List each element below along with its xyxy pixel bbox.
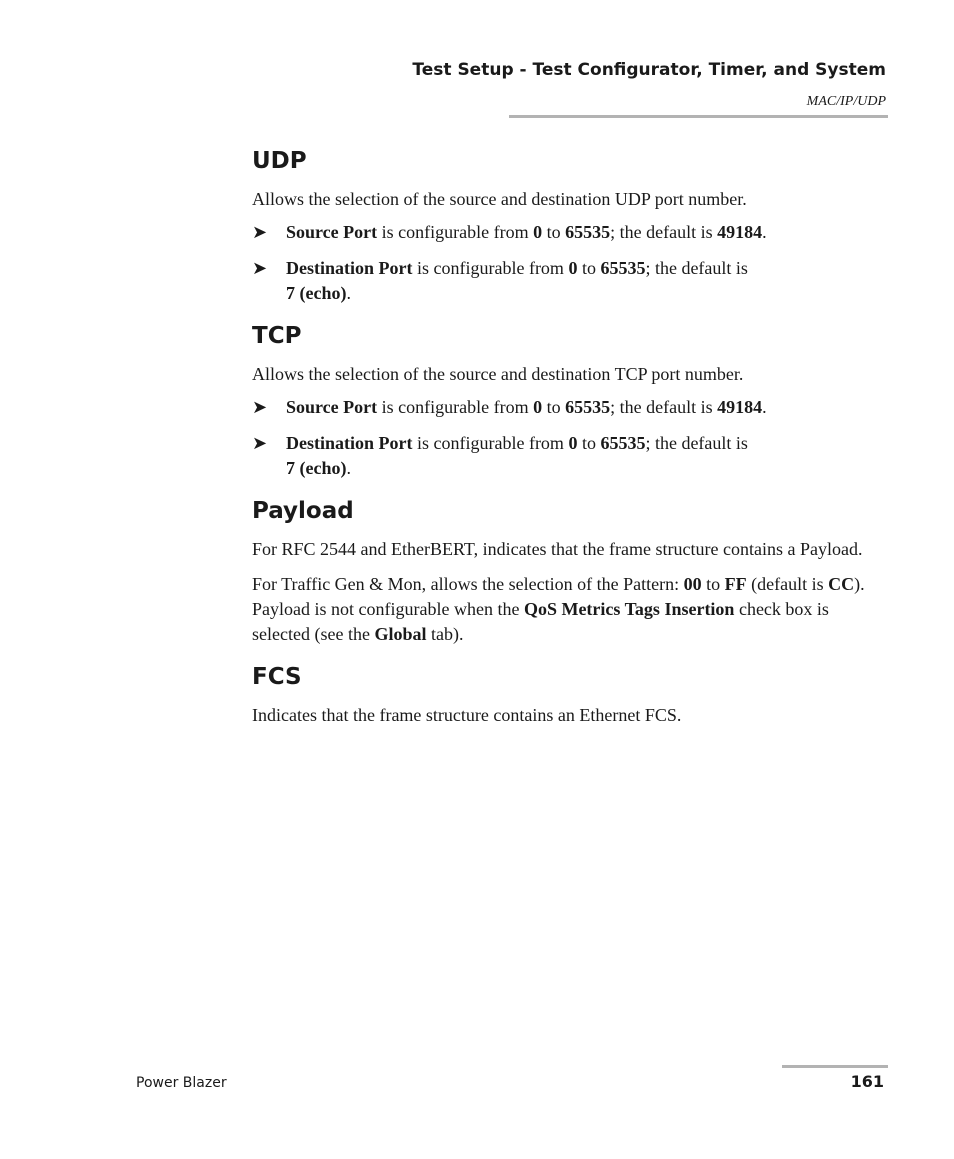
field-name: Source Port — [286, 222, 378, 242]
text: check box is selected (see the — [252, 599, 829, 644]
section-heading: UDP — [252, 148, 307, 174]
section-heading: FCS — [252, 664, 302, 690]
payload-paragraph-1: For RFC 2544 and EtherBERT, indicates that the frame structure contains a Payload. — [252, 539, 863, 559]
default-value: 49184 — [717, 397, 763, 417]
field-name: Destination Port — [286, 433, 413, 453]
payload-paragraph-2 — [252, 572, 888, 647]
max-value: 65535 — [600, 258, 646, 278]
text: . — [762, 397, 767, 417]
text: to — [542, 222, 566, 242]
text: ; the default is — [645, 433, 748, 453]
section-intro: Indicates that the frame structure contains an Ethernet FCS. — [252, 705, 682, 725]
product-name: Power Blazer — [136, 1075, 227, 1091]
field-name: Source Port — [286, 397, 378, 417]
text: ). Payload is not configurable when the — [252, 574, 865, 619]
text: . — [762, 222, 767, 242]
text: ; the default is — [645, 258, 748, 278]
header-divider — [509, 115, 888, 118]
pattern-max: FF — [724, 574, 747, 594]
bullet-list — [252, 395, 888, 481]
text: . — [346, 458, 351, 478]
max-value: 65535 — [565, 222, 611, 242]
text: to — [701, 574, 725, 594]
pattern-min: 00 — [683, 574, 702, 594]
default-value: 7 (echo) — [286, 283, 347, 303]
list-item — [252, 395, 888, 420]
text: . — [346, 283, 351, 303]
text: to — [577, 258, 601, 278]
page-content — [252, 145, 888, 742]
text: to — [542, 397, 566, 417]
text: tab). — [426, 624, 464, 644]
default-value: 49184 — [717, 222, 763, 242]
option-name: QoS Metrics Tags Insertion — [523, 599, 735, 619]
text: ; the default is — [610, 222, 718, 242]
arrow-bullet-icon: ➤ — [252, 258, 268, 279]
section-fcs — [252, 661, 888, 728]
text: is configurable from — [412, 258, 569, 278]
text: is configurable from — [412, 433, 569, 453]
default-value: 7 (echo) — [286, 458, 347, 478]
section-intro: Allows the selection of the source and destination UDP port number. — [252, 189, 747, 209]
field-name: Destination Port — [286, 258, 413, 278]
text: to — [577, 433, 601, 453]
min-value: 0 — [568, 433, 578, 453]
text: For Traffic Gen & Mon, allows the selection of the Pattern: — [252, 574, 684, 594]
arrow-bullet-icon: ➤ — [252, 433, 268, 454]
list-item — [252, 431, 888, 481]
min-value: 0 — [533, 397, 543, 417]
arrow-bullet-icon: ➤ — [252, 222, 268, 243]
section-payload — [252, 495, 888, 647]
list-item — [252, 220, 888, 245]
bullet-list — [252, 220, 888, 306]
page-number: 161 — [850, 1072, 884, 1091]
list-item — [252, 256, 888, 306]
pattern-default: CC — [828, 574, 855, 594]
text: is configurable from — [377, 222, 534, 242]
arrow-bullet-icon: ➤ — [252, 397, 268, 418]
section-tcp — [252, 320, 888, 481]
section-subtitle: MAC/IP/UDP — [806, 94, 886, 109]
section-intro: Allows the selection of the source and destination TCP port number. — [252, 364, 744, 384]
max-value: 65535 — [600, 433, 646, 453]
section-udp — [252, 145, 888, 306]
section-heading: TCP — [252, 323, 302, 349]
text: is configurable from — [377, 397, 534, 417]
footer-divider — [782, 1065, 888, 1068]
min-value: 0 — [533, 222, 543, 242]
tab-name: Global — [374, 624, 427, 644]
text: (default is — [746, 574, 829, 594]
section-heading: Payload — [252, 498, 354, 524]
max-value: 65535 — [565, 397, 611, 417]
text: ; the default is — [610, 397, 718, 417]
chapter-title: Test Setup - Test Configurator, Timer, and System — [412, 60, 886, 80]
min-value: 0 — [568, 258, 578, 278]
